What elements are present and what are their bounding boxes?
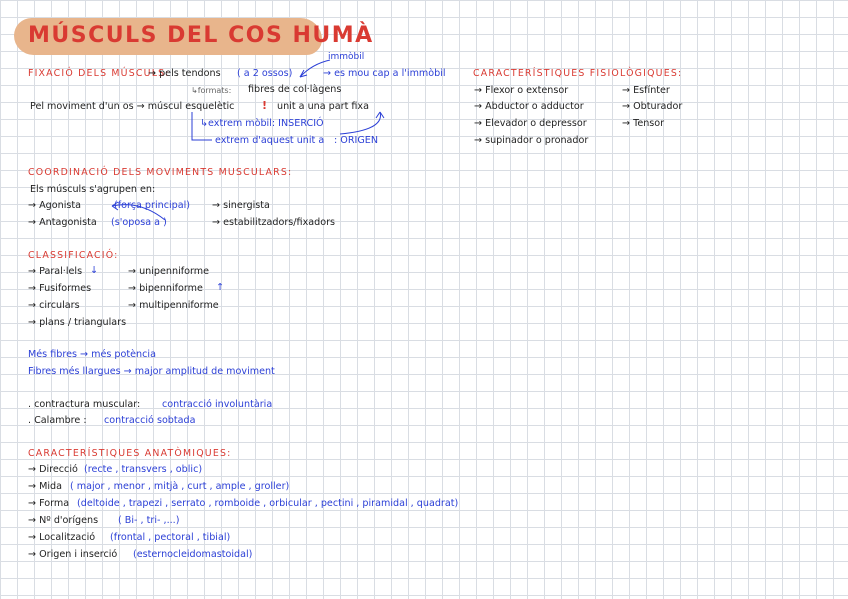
- fixacio-line1-post: → es mou cap a l'immòbil: [323, 68, 446, 79]
- anatomica-label: → Direcció: [28, 464, 78, 475]
- formats-note: ↳formats:: [191, 86, 232, 95]
- fixacio-heading: FIXACIÓ DELS MÚSCULS:: [28, 68, 170, 79]
- classificacio-heading: CLASSIFICACIÓ:: [28, 250, 119, 261]
- insercio-line: ↳extrem mòbil: INSERCIÓ: [200, 118, 324, 129]
- fisiologiques-heading: CARACTERÍSTIQUES FISIOLÒGIQUES:: [473, 68, 683, 79]
- page-title: MÚSCULS DEL COS HUMÀ: [28, 23, 374, 48]
- anatomica-value: ( Bi- , tri- ,...): [118, 515, 180, 526]
- agonista: → Agonista: [28, 200, 81, 211]
- anatomica-label: → Nº d'orígens: [28, 515, 99, 526]
- fisio-item: → Elevador o depressor: [474, 118, 587, 129]
- classificacio-item: → Fusiformes: [28, 283, 92, 294]
- calambre-value: contracció sobtada: [104, 415, 196, 426]
- moviment-line-b: unit a una part fixa: [277, 101, 369, 112]
- potencia-line: Més fibres → més potència: [28, 349, 156, 360]
- moviment-line-a: Pel moviment d'un os → múscul esquelètic: [30, 101, 235, 112]
- classificacio-item: → unipenniforme: [128, 266, 210, 277]
- origen-line: extrem d'aquest unit a: [215, 135, 325, 146]
- coordinacio-intro: Els músculs s'agrupen en:: [30, 184, 156, 195]
- origen-label: : ORIGEN: [334, 135, 379, 146]
- anatomica-label: → Forma: [28, 498, 70, 509]
- coordinacio-heading: COORDINACIÓ DELS MOVIMENTS MUSCULARS:: [28, 167, 293, 178]
- anatomica-value: ( major , menor , mitjà , curt , ample , groller): [70, 481, 290, 492]
- attention-mark: !: [262, 99, 268, 112]
- estabilitzadors: → estabilitzadors/fixadors: [212, 217, 336, 228]
- arrow-up-icon: ↑: [216, 282, 225, 293]
- fixacio-line1-paren: ( a 2 ossos): [237, 68, 293, 79]
- sinergista: → sinergista: [212, 200, 270, 211]
- anatomica-value: (recte , transvers , oblic): [84, 464, 203, 475]
- classificacio-item: → Paral·lels: [28, 266, 83, 277]
- anatomiques-heading: CARACTERÍSTIQUES ANATÒMIQUES:: [28, 448, 232, 459]
- classificacio-item: → plans / triangulars: [28, 317, 127, 328]
- anatomica-value: (frontal , pectoral , tibial): [110, 532, 231, 543]
- anatomica-value: (esternocleidomastoidal): [133, 549, 253, 560]
- agonista-note: (força principal): [114, 200, 191, 211]
- anatomica-label: → Localització: [28, 532, 96, 543]
- fisio-item: → Obturador: [622, 101, 683, 112]
- arrow-down-icon: ↓: [90, 265, 99, 276]
- antagonista-note: (s'oposa a ): [111, 217, 167, 228]
- fixacio-line1-pre: → pels tendons: [148, 68, 221, 79]
- anatomica-label: → Origen i inserció: [28, 549, 118, 560]
- fisio-item: → Abductor o adductor: [474, 101, 584, 112]
- classificacio-item: → multipenniforme: [128, 300, 219, 311]
- antagonista: → Antagonista: [28, 217, 97, 228]
- contractura-value: contracció involuntària: [162, 399, 273, 410]
- fisio-item: → supinador o pronador: [474, 135, 589, 146]
- anatomica-label: → Mida: [28, 481, 62, 492]
- fisio-item: → Esfínter: [622, 85, 670, 96]
- potencia-line: Fibres més llargues → major amplitud de moviment: [28, 366, 275, 377]
- formats-text: fibres de col·làgens: [248, 84, 342, 95]
- calambre-label: . Calambre :: [28, 415, 87, 426]
- note-immobil: immòbil: [328, 52, 365, 62]
- fisio-item: → Tensor: [622, 118, 665, 129]
- classificacio-item: → circulars: [28, 300, 80, 311]
- fisio-item: → Flexor o extensor: [474, 85, 569, 96]
- anatomica-value: (deltoide , trapezi , serrato , romboide , orbicular , pectini , piramidal , quadrat): [77, 498, 459, 509]
- classificacio-item: → bipenniforme: [128, 283, 203, 294]
- contractura-label: . contractura muscular:: [28, 399, 141, 410]
